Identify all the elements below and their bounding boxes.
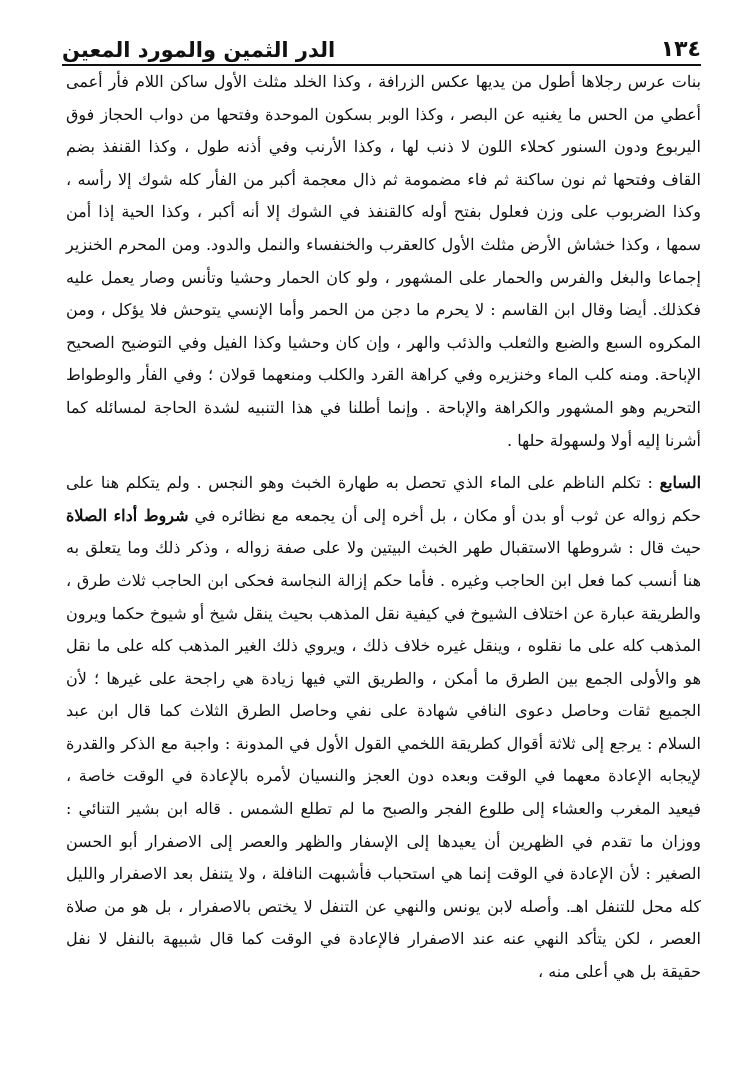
page-header [62,30,701,64]
paragraph-1: بنات عرس رجلاها أطول من يديها عكس الزرافة ، وكذا الخلد مثلث الأول ساكن اللام فأر أعمى أعطي من الحس ما يغنيه عن البصر ، وكذا الوبر بسكون الموحدة وفتحها من دواب الحجاز فوق اليربوع ودون السنور كحلاء اللون لا ذنب لها ، وكذا الأرنب وفي أذنه طول ، وكذا القنفذ بضم القاف وفتحها ثم نون ساكنة ثم فاء مضمومة ثم ذال معجمة أكبر من الفأر كله شوك إلا رأسه ، وكذا الضربوب على وزن فعلول بفتح أوله كالقنفذ في الشوك إلا أنه أكبر ، وكذا الحية إذا أمن سمها ، وكذا خشاش الأرض مثلث الأول كالعقرب والخنفساء والنمل والدود. ومن المحرم الخنزير إجماعا والبغل والفرس والحمار على المشهور ، ولو كان الحمار وحشيا وتأنس وصار يعمل عليه فكذلك. أيضا وقال ابن القاسم : لا يحرم ما دجن من الحمر وأما الإنسي يتوحش فلا يؤكل ، ومن المكروه السبع والضبع والثعلب والذئب والهر ، وإن كان وحشيا وكذا الفيل وفي التوضيح الصحيح الإباحة. ومنه كلب الماء وخنزيره وفي كراهة القرد والكلب ومنعهما قولان ؛ وفي الفأر والوطواط التحريم وهو المشهور والكراهة والإباحة . وإنما أطلنا في هذا التنبيه لشدة الحاجة لمسائله كما أشرنا إليه أولا ولسهولة حلها . [66,72,702,450]
page-number: ١٣٤ [660,37,701,62]
paragraph-2-lead: السابع [659,473,702,493]
paragraph-2-tail: حيث قال : شروطها الاستقبال طهر الخبث البيتين ولا على صفة زواله ، وذكر ذلك وما يتعلق به هنا أنسب كما فعل ابن الحاجب وغيره . فأما حكم إزالة النجاسة فحكى ابن الحاجب ثلاث طرق ، والطريقة عبارة عن اختلاف الشيوخ في كيفية نقل المذهب بحيث ينقل شيخ أو شيوخ حكما ويرون المذهب كله على ما نقلوه ، وينقل غيره خلاف ذلك ، ويروي ذلك الغير المذهب كله على ما نقل هو والأولى الجمع بين الطرق ما أمكن ، والطريق التي فيها زيادة هي راجحة على غيرها ؛ لأن الجميع ثقات وحاصل دعوى النافي شهادة على نفي وحاصل الطرق الثلاث كما قال ابن عبد السلام : يرجع إلى ثلاثة أقوال كطريقة اللخمي القول الأول في المدونة : واجبة مع الذكر والقدرة لإيجابه الإعادة معهما في الوقت وبعده دون العجز والنسيان لأمره بالإعادة في الوقت خاصة ، فيعيد المغرب والعشاء إلى طلوع الفجر والصبح ما لم تطلع الشمس . قاله ابن بشير التنائي : ووزان ما تقدم في الظهرين أن يعيدها إلى الإسفار والظهر والعصر إلى الاصفرار أبو الحسن الصغير : لأن الإعادة في الوقت إنما هي استحباب فأشبهت النافلة ، ولا يتنفل بعد الاصفرار والليل كله محل للتنفل اهـ. وأصله لابن يونس والنهي عن التنفل لا يختص بالاصفرار ، بل هو من صلاة العصر ، لكن يتأكد النهي عنه عند الاصفرار فالإعادة في الوقت كما قال شبيهة بالنفل لا نفل حقيقة بل هي أعلى منه ، [66,538,702,982]
page-body [66,66,701,989]
paragraph-2 [66,467,701,989]
paragraph-2-bold-phrase: شروط أداء الصلاة [66,505,189,525]
running-title: الدر الثمين والمورد المعين [62,38,336,62]
paragraph-2-rest: : تكلم الناظم على الماء الذي تحصل به طهارة الخبث وهو النجس . ولم يتكلم هنا على حكم زواله عن ثوب أو بدن أو مكان ، بل أخره إلى أن يجمعه مع نظائره في [66,473,701,525]
